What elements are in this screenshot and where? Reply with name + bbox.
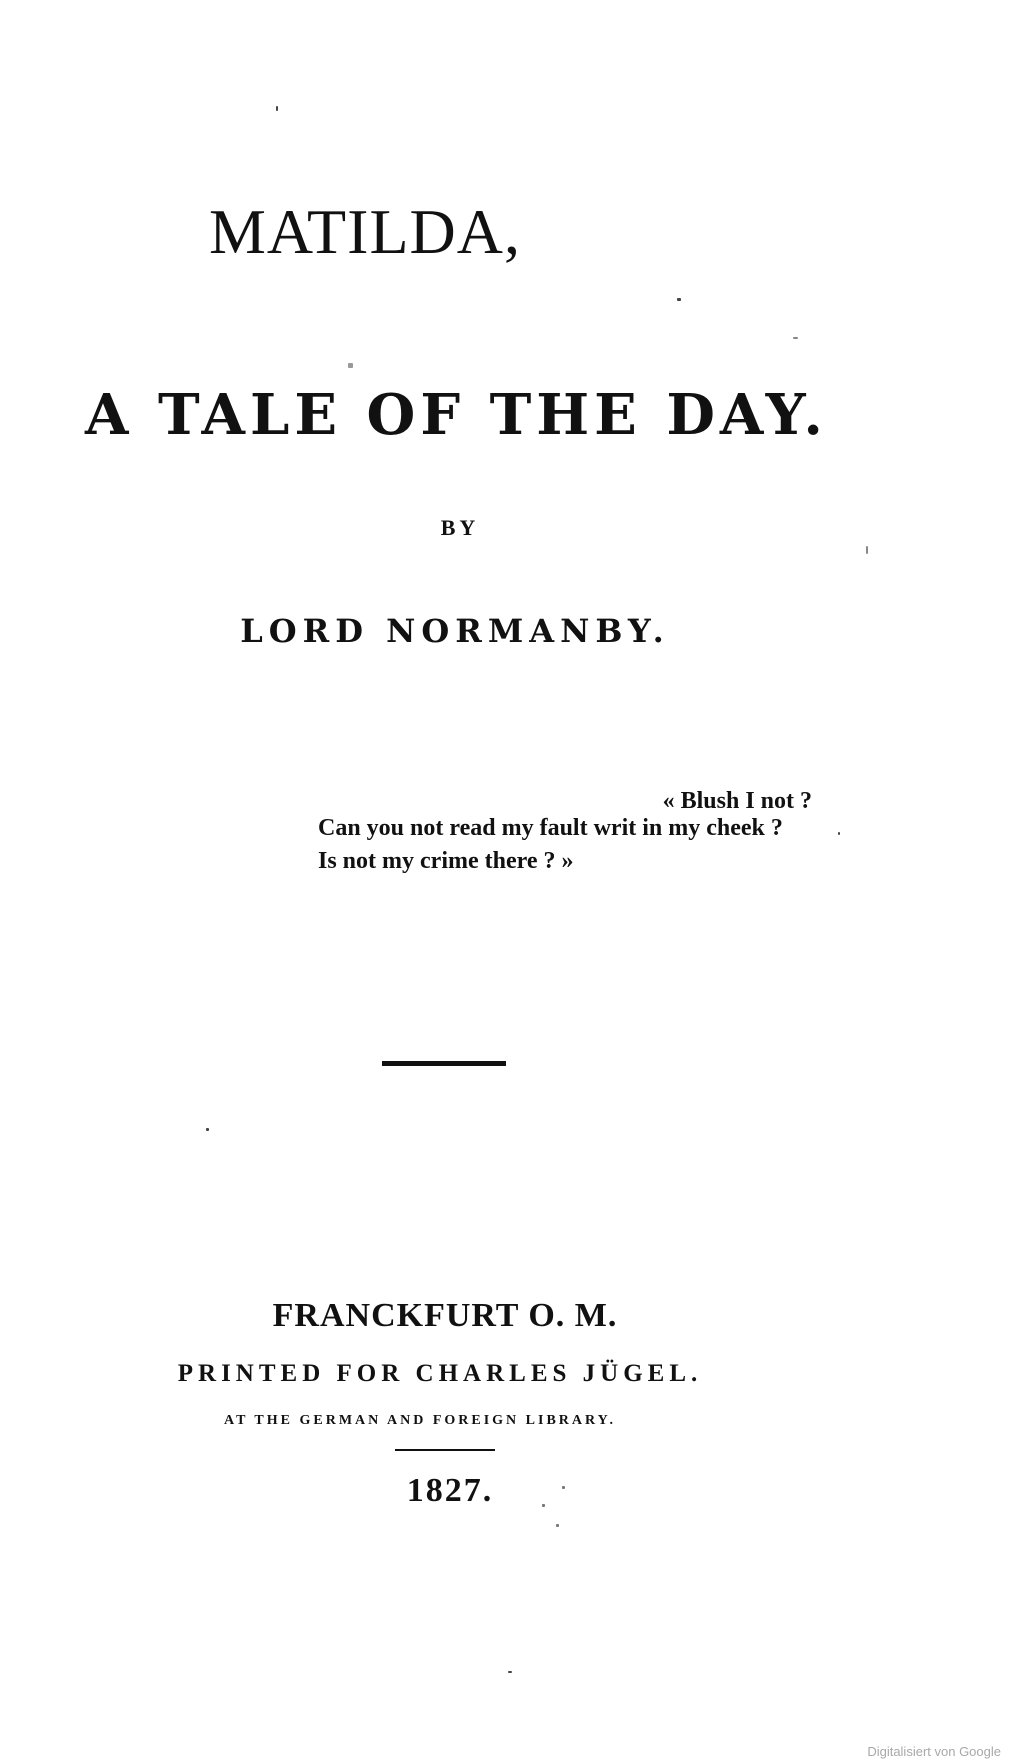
imprint-place: FRANCKFURT O. M. [272, 1297, 618, 1334]
scan-speck [677, 298, 681, 301]
author-name: LORD NORMANBY. [240, 612, 670, 650]
digitization-watermark: Digitalisiert von Google [867, 1744, 1001, 1759]
scan-speck [348, 363, 353, 368]
scan-speck [838, 832, 840, 835]
imprint-year: 1827. [406, 1472, 494, 1509]
book-title: MATILDA, [209, 196, 521, 267]
scan-speck [542, 1504, 545, 1507]
epigraph-line-3: Is not my crime there ? » [318, 848, 574, 874]
scan-speck [206, 1128, 209, 1131]
imprint-printer: PRINTED FOR CHARLES JÜGEL. [177, 1360, 703, 1387]
scan-speck [276, 106, 278, 111]
epigraph-line-1: « Blush I not ? [662, 788, 812, 814]
scan-speck [866, 546, 868, 554]
byline: BY [440, 515, 480, 540]
scan-speck [508, 1671, 512, 1673]
ornamental-rule [382, 1061, 506, 1066]
book-subtitle: A TALE OF THE DAY. [85, 382, 828, 448]
imprint-rule [395, 1449, 495, 1451]
imprint-library: AT THE GERMAN AND FOREIGN LIBRARY. [224, 1413, 616, 1428]
scan-speck [793, 337, 798, 339]
scan-speck [556, 1524, 559, 1527]
epigraph-line-2: Can you not read my fault writ in my cheek ? [318, 815, 783, 841]
scan-speck [562, 1486, 565, 1489]
